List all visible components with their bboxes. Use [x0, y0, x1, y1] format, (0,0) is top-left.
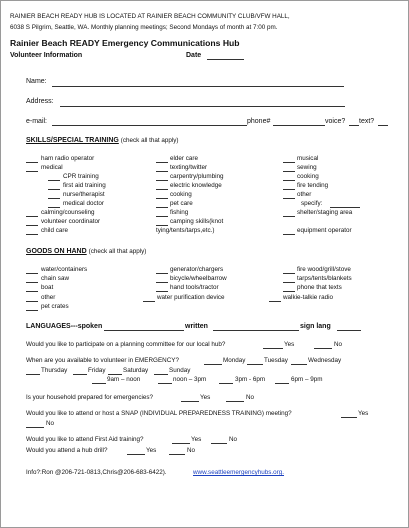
goods-check[interactable]	[283, 291, 295, 292]
goods-check[interactable]	[156, 273, 168, 274]
question-planning: Would you like to participate on a planning committee for our local hub?	[26, 341, 226, 348]
address-field[interactable]	[60, 106, 345, 107]
goods-item: walkie-talkie radio	[283, 294, 334, 301]
skill-check[interactable]	[26, 225, 38, 226]
goods-check[interactable]	[26, 273, 38, 274]
header-meetings: 6038 S Pilgrim, Seattle, WA. Monthly planning meetings; Second Mondays of month at 7:00 pm.	[10, 24, 278, 31]
skill-item: sewing	[297, 164, 317, 171]
text-check[interactable]	[378, 125, 388, 126]
question-hub-drill: Would you attend a hub drill?	[26, 447, 108, 454]
question-household: Is your household prepared for emergencies?	[26, 394, 154, 401]
no-check[interactable]	[314, 348, 332, 349]
skill-item: medical doctor	[63, 200, 104, 207]
no-label: No	[46, 420, 55, 427]
specify-field[interactable]	[330, 207, 360, 208]
question-first-aid: Would you like to attend First Aid training?	[26, 436, 144, 443]
sign-label: sign lang	[300, 323, 331, 330]
skill-item: cooking	[170, 191, 192, 198]
time-label: 3pm - 6pm	[235, 376, 266, 383]
goods-item: chain saw	[41, 275, 70, 282]
day-check[interactable]	[108, 374, 122, 375]
name-field[interactable]	[52, 86, 344, 87]
text-label: text?	[359, 118, 375, 125]
skill-item: child care	[41, 227, 68, 234]
email-label: e-mail:	[26, 118, 48, 125]
goods-item: pet crates	[41, 303, 69, 310]
yes-check[interactable]	[263, 348, 283, 349]
skill-check[interactable]	[26, 216, 38, 217]
time-label: 6pm – 9pm	[291, 376, 323, 383]
day-check[interactable]	[154, 374, 168, 375]
skill-check[interactable]	[156, 180, 168, 181]
skill-item: first aid training	[63, 182, 106, 189]
spoken-field[interactable]	[104, 330, 184, 331]
goods-check[interactable]	[269, 301, 281, 302]
time-check[interactable]	[158, 383, 172, 384]
goods-check[interactable]	[156, 282, 168, 283]
no-label: No	[187, 447, 196, 454]
skill-item: texting/twitter	[170, 164, 208, 171]
goods-item: bicycle/wheelbarrow	[170, 275, 227, 282]
skill-check[interactable]	[26, 162, 38, 163]
skill-check[interactable]	[283, 216, 295, 217]
goods-item: hand tools/tractor	[170, 284, 219, 291]
skill-check[interactable]	[283, 180, 295, 181]
skill-item: fishing	[170, 209, 189, 216]
skill-check[interactable]	[26, 234, 38, 235]
no-check[interactable]	[26, 427, 44, 428]
yes-check[interactable]	[172, 443, 190, 444]
no-label: No	[246, 394, 255, 401]
skill-item: ham radio operator	[41, 155, 95, 162]
no-label: No	[229, 436, 238, 443]
skill-item: calming/counseling	[41, 209, 95, 216]
skill-item: CPR training	[63, 173, 99, 180]
sign-field[interactable]	[337, 330, 361, 331]
time-label: 9am – noon	[107, 376, 141, 383]
day-check[interactable]	[73, 374, 87, 375]
day-label: Saturday	[123, 367, 149, 374]
skill-item: pet care	[170, 200, 193, 207]
day-label: Sunday	[169, 367, 191, 374]
skill-item: electric knowledge	[170, 182, 222, 189]
address-label: Address:	[26, 98, 54, 105]
goods-item: water purification device	[157, 294, 225, 301]
phone-label: phone#	[247, 118, 271, 125]
skills-heading: SKILLS/SPECIAL TRAINING (check all that apply)	[26, 137, 179, 144]
no-check[interactable]	[226, 401, 244, 402]
skill-check[interactable]	[156, 216, 168, 217]
name-label: Name:	[26, 78, 47, 85]
day-label: Monday	[223, 357, 246, 364]
question-availability: When are you available to volunteer in EMERGENCY?	[26, 357, 179, 364]
time-check[interactable]	[219, 383, 233, 384]
skill-check[interactable]	[156, 225, 168, 226]
written-field[interactable]	[213, 330, 299, 331]
skill-item: cooking	[297, 173, 319, 180]
skill-item: volunteer coordinator	[41, 218, 101, 225]
day-check[interactable]	[291, 364, 307, 365]
skill-item: equipment operator	[297, 227, 352, 234]
skill-item: nurse/therapist	[63, 191, 105, 198]
yes-label: Yes	[358, 410, 369, 417]
skill-item: carpentry/plumbing	[170, 173, 224, 180]
no-check[interactable]	[169, 454, 185, 455]
skill-item: musical	[297, 155, 319, 162]
goods-check[interactable]	[156, 291, 168, 292]
skill-item: tying/tents/tarps,etc.)	[156, 227, 215, 234]
goods-item: boat	[41, 284, 54, 291]
yes-check[interactable]	[127, 454, 145, 455]
form-title: Rainier Beach READY Emergency Communications Hub	[10, 38, 240, 48]
skill-check[interactable]	[283, 162, 295, 163]
time-label: noon – 3pm	[173, 376, 207, 383]
skill-check[interactable]	[156, 207, 168, 208]
skill-check[interactable]	[48, 189, 60, 190]
skill-check[interactable]	[283, 198, 295, 199]
skill-check[interactable]	[156, 171, 168, 172]
yes-label: Yes	[146, 447, 157, 454]
skill-item: medical	[41, 164, 63, 171]
contact-info: Info?:Ron @206-721-0813,Chris@206-683-6422).	[26, 469, 167, 476]
written-label: written	[185, 323, 208, 330]
day-check[interactable]	[247, 364, 263, 365]
date-label: Date	[186, 52, 202, 59]
yes-label: Yes	[284, 341, 295, 348]
goods-item: generator/chargers	[170, 266, 224, 273]
specify-label: specify:	[301, 200, 323, 207]
goods-item: water/containers	[41, 266, 88, 273]
phone-field[interactable]	[273, 125, 325, 126]
skill-check[interactable]	[283, 234, 295, 235]
languages-heading: LANGUAGES---spoken	[26, 323, 103, 330]
question-snap: Would you like to attend or host a SNAP (INDIVIDUAL PREPAREDNESS TRAINING) meeting?	[26, 410, 292, 417]
goods-check[interactable]	[143, 301, 155, 302]
skill-check[interactable]	[156, 162, 168, 163]
day-check[interactable]	[204, 364, 222, 365]
no-label: No	[334, 341, 343, 348]
date-field[interactable]	[207, 59, 244, 60]
goods-check[interactable]	[26, 282, 38, 283]
goods-check[interactable]	[283, 282, 295, 283]
skill-check[interactable]	[48, 207, 60, 208]
email-field[interactable]	[52, 125, 247, 126]
yes-check[interactable]	[181, 401, 199, 402]
yes-label: Yes	[200, 394, 211, 401]
form-subtitle: Volunteer Information	[10, 52, 83, 59]
goods-item: phone that texts	[297, 284, 342, 291]
skill-check[interactable]	[283, 189, 295, 190]
goods-check[interactable]	[26, 301, 38, 302]
skill-check[interactable]	[48, 198, 60, 199]
day-check[interactable]	[26, 374, 40, 375]
time-check[interactable]	[275, 383, 289, 384]
day-label: Tuesday	[264, 357, 288, 364]
skill-item: elder care	[170, 155, 199, 162]
yes-check[interactable]	[341, 417, 357, 418]
goods-item: other	[41, 294, 56, 301]
skill-item: shelter/staging area	[297, 209, 353, 216]
day-label: Thursday	[41, 367, 68, 374]
skill-item: camping skills(knot	[170, 218, 224, 225]
skill-check[interactable]	[283, 171, 295, 172]
skill-check[interactable]	[48, 180, 60, 181]
voice-label: voice?	[325, 118, 346, 125]
skill-check[interactable]	[156, 198, 168, 199]
yes-label: Yes	[191, 436, 202, 443]
goods-check[interactable]	[26, 310, 38, 311]
goods-heading: GOODS ON HAND (check all that apply)	[26, 248, 147, 255]
day-label: Friday	[88, 367, 106, 374]
no-check[interactable]	[211, 443, 227, 444]
skill-item: other	[297, 191, 312, 198]
skill-check[interactable]	[26, 171, 38, 172]
goods-check[interactable]	[283, 273, 295, 274]
skill-check[interactable]	[156, 189, 168, 190]
voice-check[interactable]	[349, 125, 359, 126]
goods-item: fire wood/grill/stove	[297, 266, 351, 273]
website-link[interactable]: www.seattleemergencyhubs.org.	[193, 469, 285, 476]
goods-item: tarps/tents/blankets	[297, 275, 352, 282]
goods-check[interactable]	[26, 291, 38, 292]
skill-item: fire tending	[297, 182, 329, 189]
header-location: RAINIER BEACH READY HUB IS LOCATED AT RAINIER BEACH COMMUNITY CLUB/VFW HALL,	[10, 13, 290, 20]
day-label: Wednesday	[308, 357, 342, 364]
time-check[interactable]	[92, 383, 106, 384]
